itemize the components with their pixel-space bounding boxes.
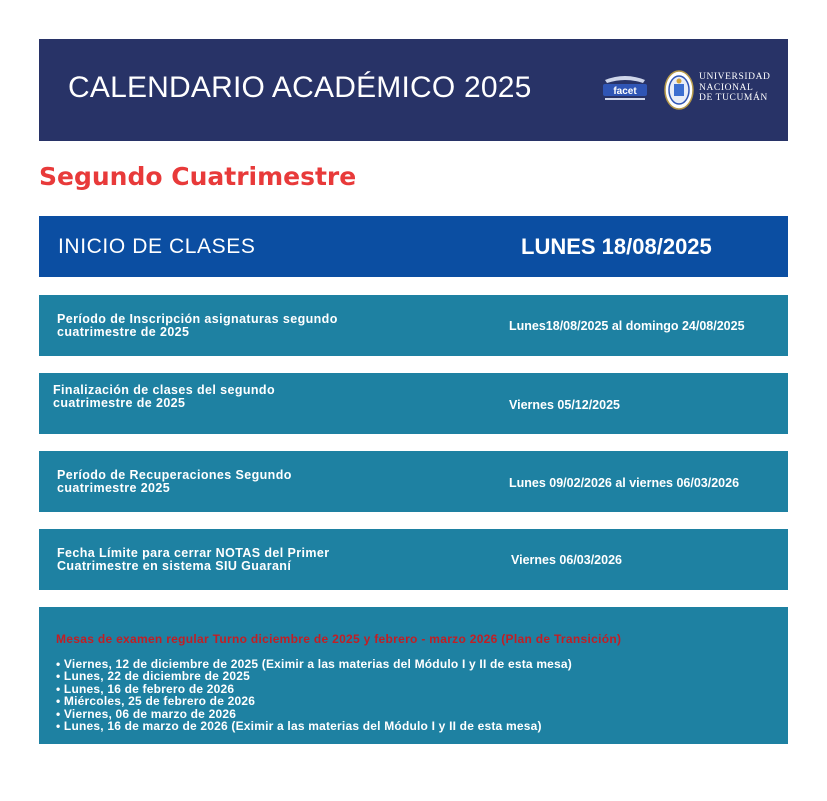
class-start-date: LUNES 18/08/2025 [521,234,712,259]
calendar-row-label: Finalización de clases del segundo cuatrimestre de 2025 [53,383,275,410]
page-title: CALENDARIO ACADÉMICO 2025 [68,71,532,104]
exam-date-item: • Viernes, 06 de marzo de 2026 [56,706,237,721]
calendar-row-value: Viernes 05/12/2025 [509,398,620,412]
section-title: Segundo Cuatrimestre [39,162,357,191]
exam-date-item: • Viernes, 12 de diciembre de 2025 (Eximir a las materias del Módulo I y II de esta mesa) [56,657,573,671]
exam-date-item: • Miércoles, 25 de febrero de 2026 [56,694,256,709]
calendar-row-value: Viernes 06/03/2026 [511,553,622,567]
exam-date-item: • Lunes, 16 de febrero de 2026 [56,681,235,696]
exam-dates-list [56,658,572,732]
calendar-row-inscripcion [39,295,788,356]
class-start-label: INICIO DE CLASES [58,235,256,258]
university-line: UNIVERSIDAD [699,72,771,82]
university-line: DE TUCUMÁN [699,93,768,103]
university-line: NACIONAL [699,82,754,93]
calendar-row-finalizacion [39,373,788,434]
calendar-row-value: Lunes18/08/2025 al domingo 24/08/2025 [509,319,745,333]
class-start-banner [39,216,788,277]
calendar-row-notas [39,529,788,590]
faculty-logo [601,73,649,103]
exam-date-item: • Lunes, 22 de diciembre de 2025 [56,669,251,684]
calendar-row-value: Lunes 09/02/2026 al viernes 06/03/2026 [509,476,740,490]
university-name [699,72,771,104]
calendar-row-label: Fecha Límite para cerrar NOTAS del Primer Cuatrimestre en sistema SIU Guaraní [57,546,330,573]
header-banner [39,39,788,141]
calendar-row-label: Período de Inscripción asignaturas segundo cuatrimestre de 2025 [57,312,338,339]
exam-date-item: • Lunes, 16 de marzo de 2026 (Eximir a las materias del Módulo I y II de esta mesa) [56,719,542,734]
calendar-row-recuperaciones [39,451,788,512]
exam-dates-title: Mesas de examen regular Turno diciembre de 2025 y febrero - marzo 2026 (Plan de Transición) [56,632,622,646]
faculty-logo-text: facet [613,86,637,97]
university-seal-icon [664,70,694,110]
exam-dates-panel [39,607,788,744]
calendar-row-label: Período de Recuperaciones Segundo cuatrimestre 2025 [57,468,292,495]
